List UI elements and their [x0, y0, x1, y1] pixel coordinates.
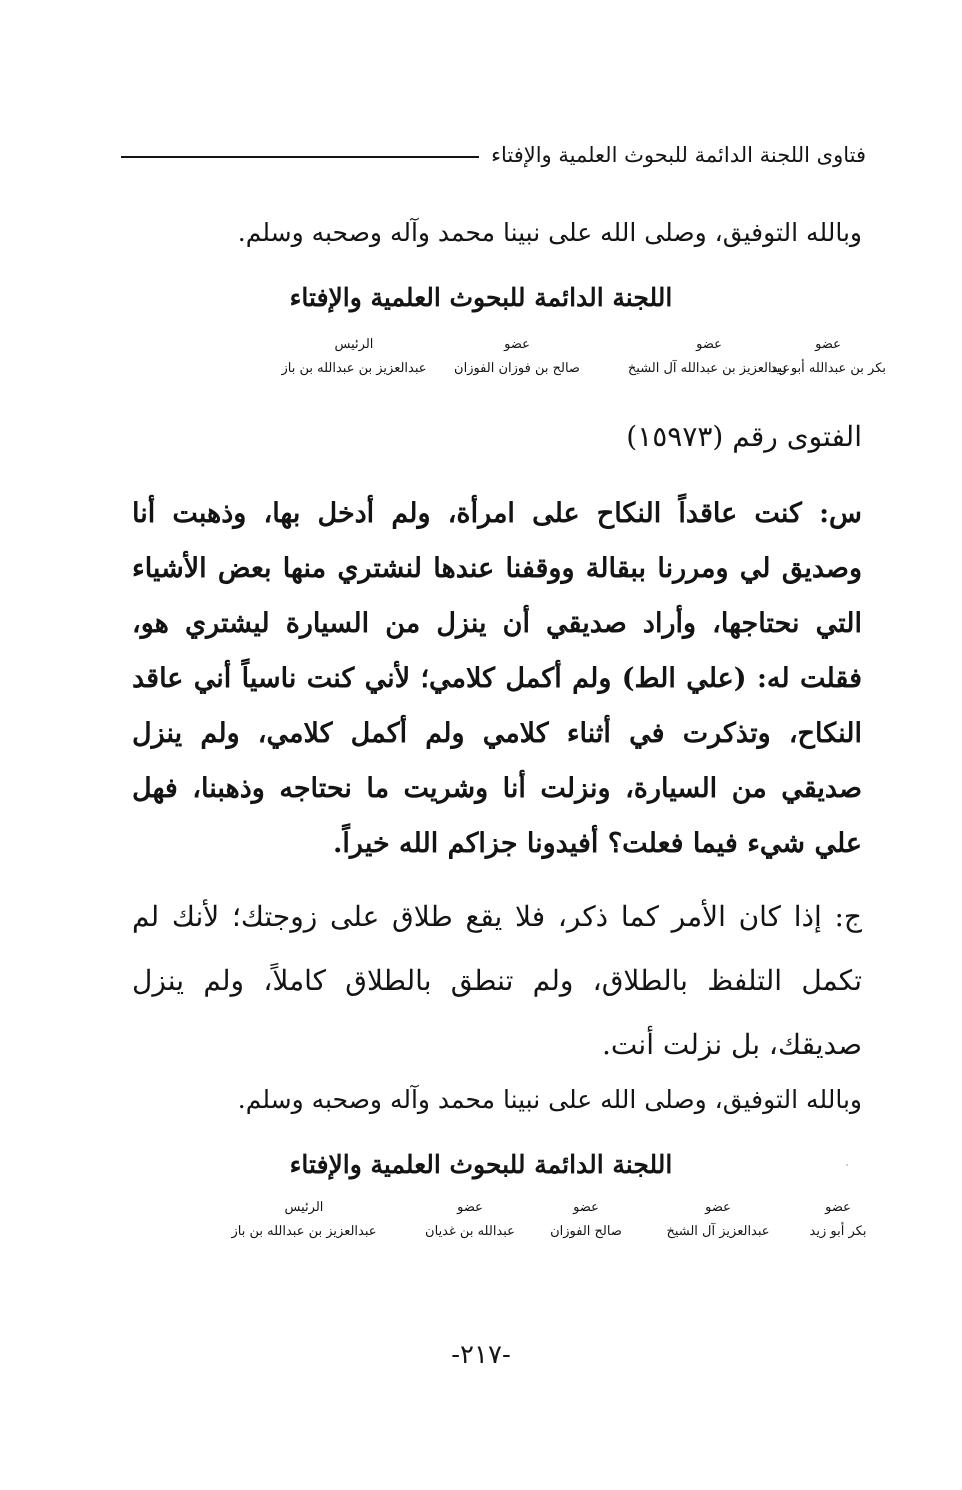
signatory-role: عضو: [573, 1200, 599, 1215]
signatory-name: عبدالعزيز بن عبدالله بن باز: [281, 361, 427, 376]
question-text: كنت عاقداً النكاح على امرأة، ولم أدخل بها، وذهبت أنا وصديق لي ومررنا ببقالة ووقفنا عندها لنشتري منها بعض الأشياء التي نحتاجها، وأراد صديقي أن ينزل من السيارة ليشتري هو، فقلت له: (علي الط) ولم أكمل كلامي؛ لأني كنت ناسياً أني عاقد النكاح، وتذكرت في أثناء كلامي ولم أكمل كلامي، ولم ينزل صديقي من السيارة، ونزلت أنا وشريت ما نحتاجه وذهبنا، فهل علي شيء فيما فعلت؟ أفيدونا جزاكم الله خيراً.: [132, 498, 862, 859]
signatory: [231, 1198, 376, 1242]
question-label: س:: [819, 498, 862, 529]
committee-title-2: اللجنة الدائمة للبحوث العلمية والإفتاء: [289, 1150, 673, 1179]
answer-label: ج:: [834, 900, 862, 933]
signatory-name: صالح الفوزان: [550, 1224, 622, 1239]
closing-formula-1: وبالله التوفيق، وصلى الله على نبينا محمد وآله وصحبه وسلم.: [237, 218, 862, 247]
running-header: [121, 143, 866, 167]
signatory: [281, 335, 426, 379]
page-number: -٢١٧-: [451, 1340, 511, 1370]
signatory: [425, 1198, 515, 1242]
answer-paragraph: [132, 885, 862, 1077]
signatories-1: [121, 335, 887, 385]
signatory-name: عبدالعزيز بن عبدالله آل الشيخ: [627, 361, 791, 376]
signatory-name: عبدالعزيز بن عبدالله بن باز: [231, 1224, 377, 1239]
header-rule: [121, 156, 479, 158]
signatory-role: عضو: [457, 1200, 483, 1215]
signatory: [666, 1198, 769, 1242]
question-paragraph: [132, 486, 862, 871]
signatory-name: عبدالعزيز آل الشيخ: [666, 1224, 770, 1239]
closing-formula-2: وبالله التوفيق، وصلى الله على نبينا محمد وآله وصحبه وسلم.: [237, 1085, 862, 1114]
fatwa-number: الفتوى رقم (١٥٩٧٣): [626, 420, 862, 453]
signatory-role: عضو: [825, 1200, 851, 1215]
committee-title-1: اللجنة الدائمة للبحوث العلمية والإفتاء: [289, 283, 673, 312]
signatory-name: بكر أبو زيد: [809, 1224, 867, 1239]
signatories-2: [121, 1198, 866, 1248]
signatory-role: الرئيس: [284, 1200, 324, 1215]
signatory-name: صالح بن فوزان الفوزان: [454, 361, 580, 376]
answer-text: إذا كان الأمر كما ذكر، فلا يقع طلاق على زوجتك؛ لأنك لم تكمل التلفظ بالطلاق، ولم تنطق بالطلاق كاملاً، ولم ينزل صديقك، بل نزلت أنت.: [132, 900, 862, 1061]
signatory-role: عضو: [696, 337, 722, 352]
signatory-name: بكر بن عبدالله أبو زيد: [769, 361, 887, 376]
signatory: [454, 335, 580, 379]
signatory-role: عضو: [705, 1200, 731, 1215]
signatory: [810, 1198, 867, 1242]
signatory-role: عضو: [504, 337, 530, 352]
signatory-role: عضو: [815, 337, 841, 352]
header-title: فتاوى اللجنة الدائمة للبحوث العلمية والإفتاء: [491, 143, 866, 167]
signatory-name: عبدالله بن غديان: [425, 1224, 515, 1239]
signatory-role: الرئيس: [334, 337, 374, 352]
signatory: [628, 335, 790, 379]
signatory: [550, 1198, 622, 1242]
scan-speck: [846, 1164, 848, 1166]
